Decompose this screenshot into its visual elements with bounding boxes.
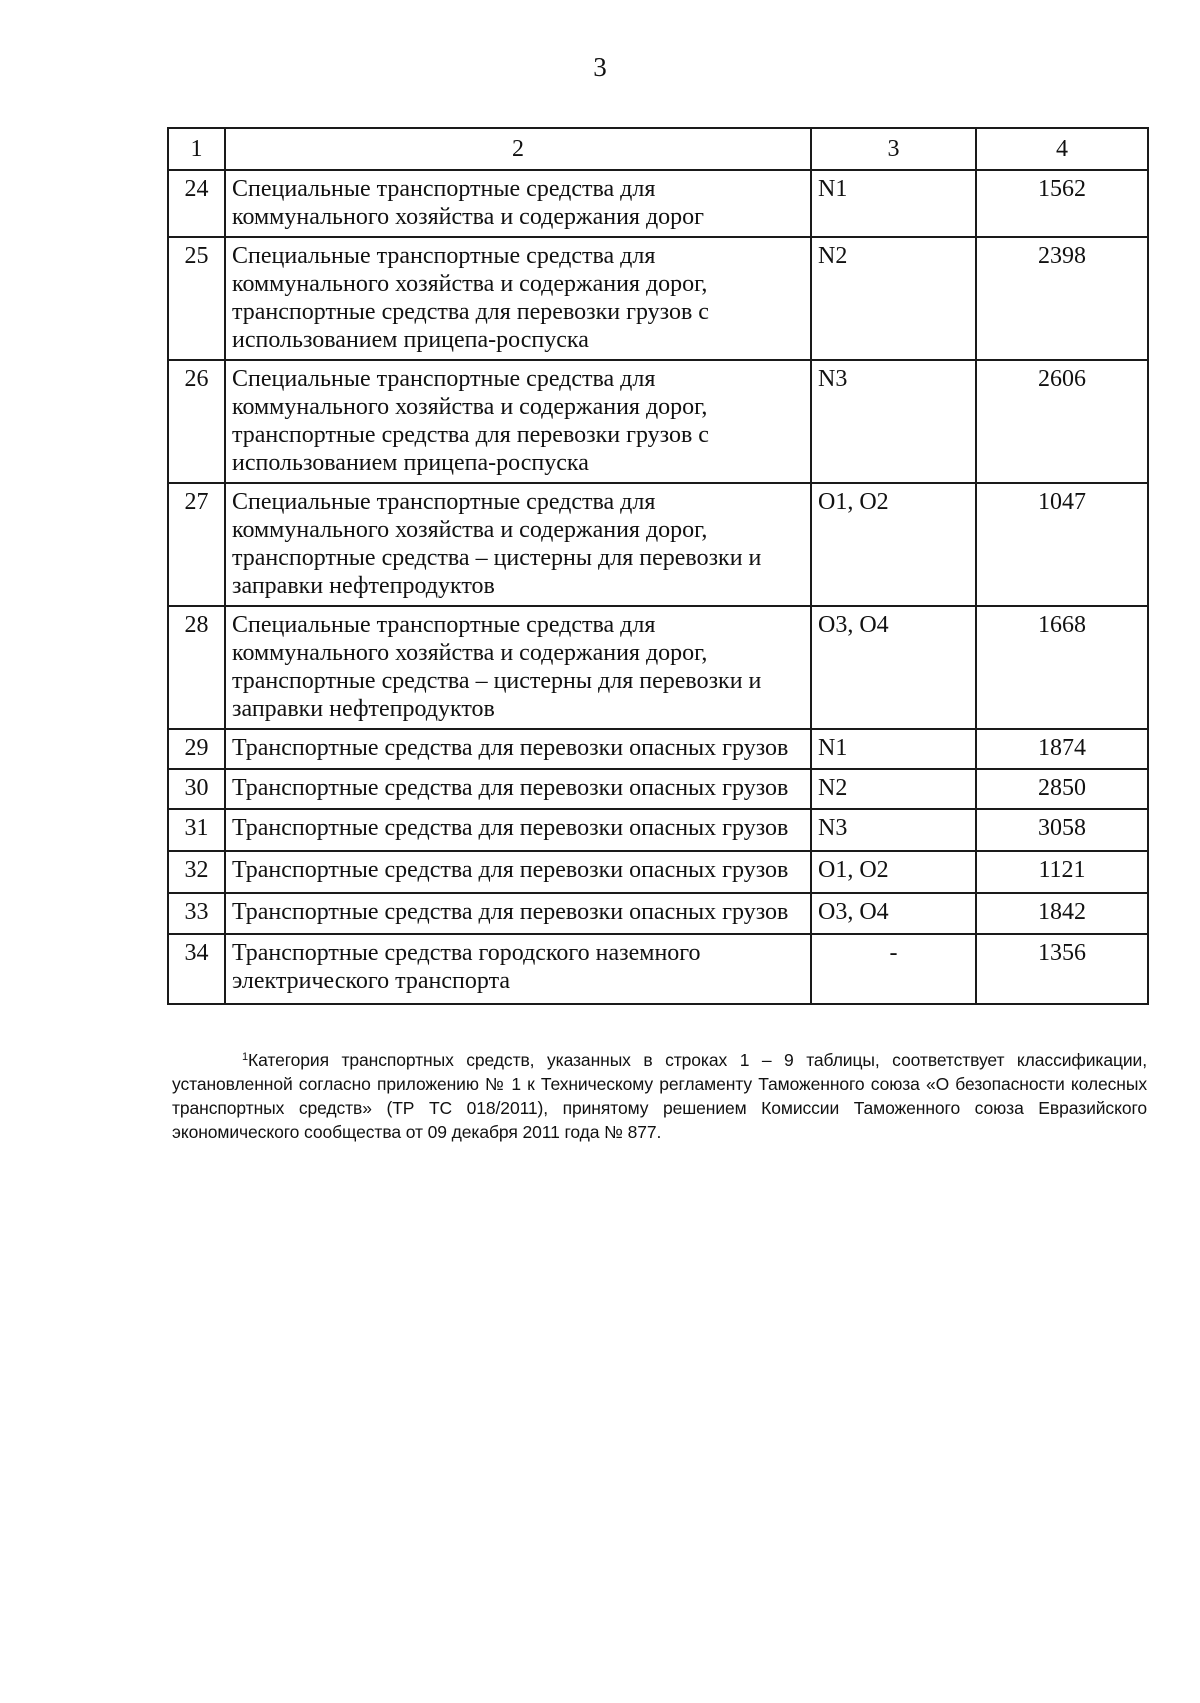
column-header-name: 2 — [225, 128, 811, 170]
vehicle-type: Специальные транспортные средства для коммунального хозяйства и содержания дорог, транспортные средства – цистерны для перевозки и заправки нефтепродуктов — [225, 483, 811, 606]
vehicle-type: Транспортные средства для перевозки опасных грузов — [225, 729, 811, 769]
vehicle-category: N2 — [811, 769, 976, 809]
row-value: 2606 — [976, 360, 1148, 483]
table-row — [168, 170, 1148, 237]
footnote-text: Категория транспортных средств, указанных в строках 1 – 9 таблицы, соответствует классификации, установленной согласно приложению № 1 к Техническому регламенту Таможенного союза «О безопасности колесных транспортных средств» (ТР ТС 018/2011), принятому решением Комиссии Таможенного союза Евразийского экономического сообщества от 09 декабря 2011 года № 877. — [172, 1050, 1147, 1142]
vehicle-category: N1 — [811, 170, 976, 237]
table-row — [168, 237, 1148, 360]
table-row — [168, 606, 1148, 729]
table-row — [168, 483, 1148, 606]
row-number: 31 — [168, 809, 225, 851]
row-value: 2398 — [976, 237, 1148, 360]
vehicle-category: O3, O4 — [811, 893, 976, 934]
table-row — [168, 934, 1148, 1004]
row-value: 1356 — [976, 934, 1148, 1004]
column-header-category: 3 — [811, 128, 976, 170]
vehicle-category-table — [167, 127, 1149, 1005]
row-number: 25 — [168, 237, 225, 360]
table-row — [168, 769, 1148, 809]
vehicle-type: Специальные транспортные средства для коммунального хозяйства и содержания дорог — [225, 170, 811, 237]
vehicle-type: Специальные транспортные средства для коммунального хозяйства и содержания дорог, транспортные средства для перевозки грузов с использованием прицепа-роспуска — [225, 360, 811, 483]
table-row — [168, 729, 1148, 769]
table-row — [168, 893, 1148, 934]
row-value: 3058 — [976, 809, 1148, 851]
row-value: 1562 — [976, 170, 1148, 237]
row-number: 26 — [168, 360, 225, 483]
vehicle-type: Специальные транспортные средства для коммунального хозяйства и содержания дорог, транспортные средства для перевозки грузов с использованием прицепа-роспуска — [225, 237, 811, 360]
column-header-value: 4 — [976, 128, 1148, 170]
table-row — [168, 851, 1148, 893]
vehicle-type: Транспортные средства для перевозки опасных грузов — [225, 769, 811, 809]
footnote-marker: 1 — [242, 1051, 249, 1063]
vehicle-category: O1, O2 — [811, 483, 976, 606]
vehicle-category: O1, O2 — [811, 851, 976, 893]
row-value: 1121 — [976, 851, 1148, 893]
vehicle-category: N1 — [811, 729, 976, 769]
table-header-row — [168, 128, 1148, 170]
vehicle-category: - — [811, 934, 976, 1004]
row-value: 2850 — [976, 769, 1148, 809]
vehicle-type: Транспортные средства городского наземного электрического транспорта — [225, 934, 811, 1004]
row-number: 30 — [168, 769, 225, 809]
row-value: 1842 — [976, 893, 1148, 934]
vehicle-category: O3, O4 — [811, 606, 976, 729]
column-header-number: 1 — [168, 128, 225, 170]
row-number: 32 — [168, 851, 225, 893]
row-number: 28 — [168, 606, 225, 729]
row-number: 29 — [168, 729, 225, 769]
vehicle-category: N3 — [811, 809, 976, 851]
row-value: 1047 — [976, 483, 1148, 606]
vehicle-type: Транспортные средства для перевозки опасных грузов — [225, 809, 811, 851]
row-number: 34 — [168, 934, 225, 1004]
table-row — [168, 360, 1148, 483]
row-value: 1668 — [976, 606, 1148, 729]
row-number: 33 — [168, 893, 225, 934]
page-number: 3 — [593, 52, 607, 82]
vehicle-type: Транспортные средства для перевозки опасных грузов — [225, 893, 811, 934]
row-value: 1874 — [976, 729, 1148, 769]
footnote — [172, 1048, 1147, 1144]
table-row — [168, 809, 1148, 851]
row-number: 24 — [168, 170, 225, 237]
vehicle-category: N2 — [811, 237, 976, 360]
vehicle-type: Специальные транспортные средства для коммунального хозяйства и содержания дорог, транспортные средства – цистерны для перевозки и заправки нефтепродуктов — [225, 606, 811, 729]
row-number: 27 — [168, 483, 225, 606]
vehicle-category: N3 — [811, 360, 976, 483]
vehicle-type: Транспортные средства для перевозки опасных грузов — [225, 851, 811, 893]
